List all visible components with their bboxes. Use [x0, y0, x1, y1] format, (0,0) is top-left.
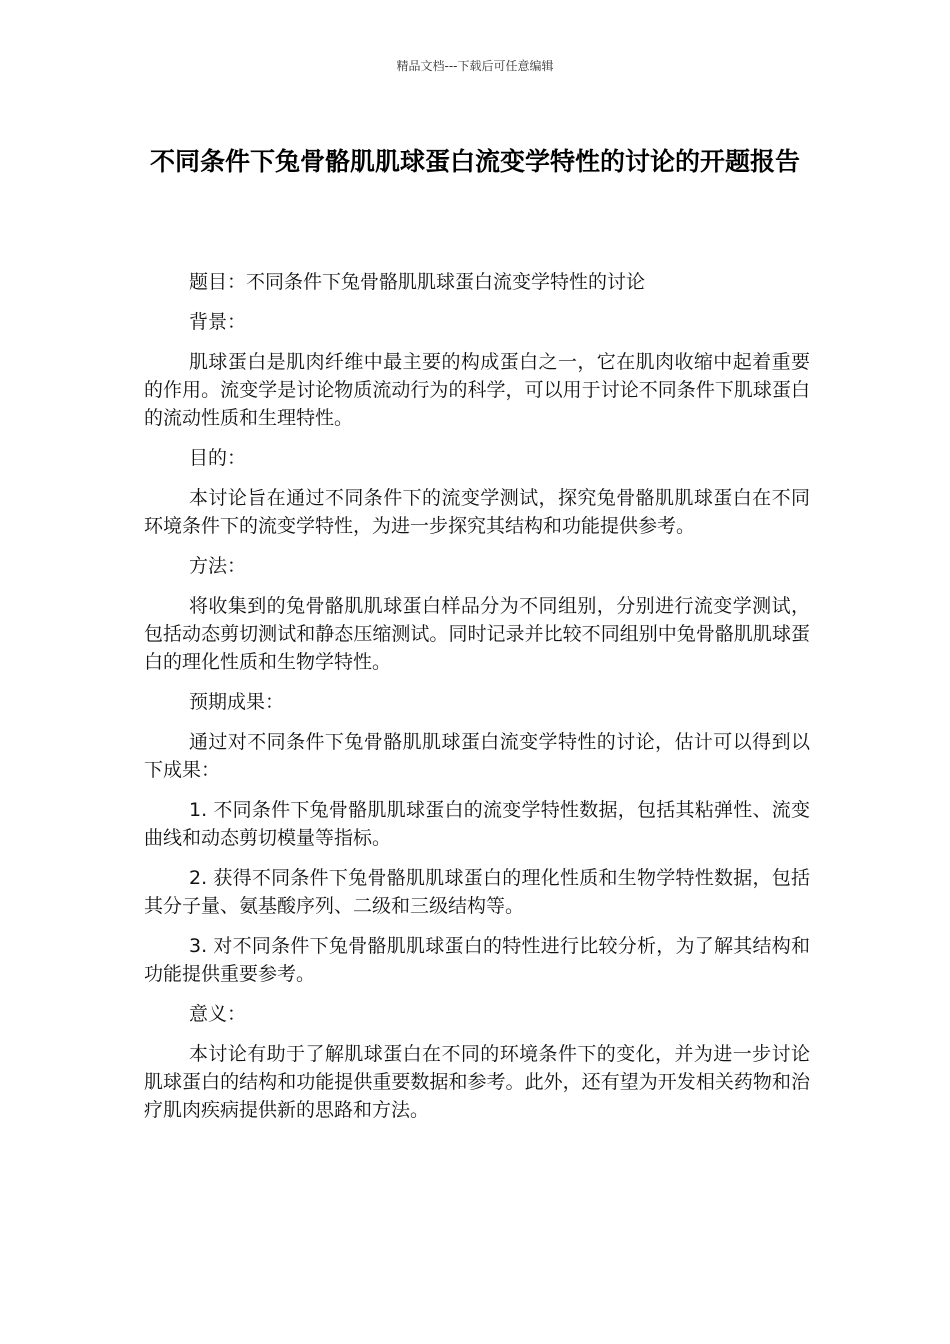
document-title: 不同条件下兔骨骼肌肌球蛋白流变学特性的讨论的开题报告 [149, 147, 800, 176]
paragraph-purpose: 本讨论旨在通过不同条件下的流变学测试，探究兔骨骼肌肌球蛋白在不同环境条件下的流变学特性，为进一步探究其结构和功能提供参考。 [144, 487, 810, 537]
paragraph-expected-results: 通过对不同条件下兔骨骼肌肌球蛋白流变学特性的讨论，估计可以得到以下成果： [144, 731, 810, 781]
paragraph-background: 肌球蛋白是肌肉纤维中最主要的构成蛋白之一，它在肌肉收缩中起着重要的作用。流变学是讨论物质流动行为的科学，可以用于讨论不同条件下肌球蛋白的流动性质和生理特性。 [144, 351, 810, 429]
list-item-result-3: 3. 对不同条件下兔骨骼肌肌球蛋白的特性进行比较分析，为了解其结构和功能提供重要参考。 [144, 935, 810, 985]
list-item-result-2: 2. 获得不同条件下兔骨骼肌肌球蛋白的理化性质和生物学特性数据，包括其分子量、氨基酸序列、二级和三级结构等。 [144, 867, 810, 917]
list-item-result-1: 1. 不同条件下兔骨骼肌肌球蛋白的流变学特性数据，包括其粘弹性、流变曲线和动态剪切模量等指标。 [144, 799, 810, 849]
heading-background: 背景： [189, 311, 247, 333]
page-header-note: 精品文档---下载后可任意编辑 [396, 59, 554, 73]
paragraph-significance: 本讨论有助于了解肌球蛋白在不同的环境条件下的变化，并为进一步讨论肌球蛋白的结构和功能提供重要数据和参考。此外，还有望为开发相关药物和治疗肌肉疾病提供新的思路和方法。 [144, 1043, 810, 1121]
heading-significance: 意义： [189, 1003, 247, 1025]
paragraph-topic: 题目：不同条件下兔骨骼肌肌球蛋白流变学特性的讨论 [189, 271, 646, 293]
heading-purpose: 目的： [189, 447, 247, 469]
paragraph-method: 将收集到的兔骨骼肌肌球蛋白样品分为不同组别，分别进行流变学测试，包括动态剪切测试和静态压缩测试。同时记录并比较不同组别中兔骨骼肌肌球蛋白的理化性质和生物学特性。 [144, 595, 810, 673]
heading-method: 方法： [189, 555, 247, 577]
heading-expected-results: 预期成果： [189, 691, 285, 713]
document-body [144, 268, 810, 1136]
